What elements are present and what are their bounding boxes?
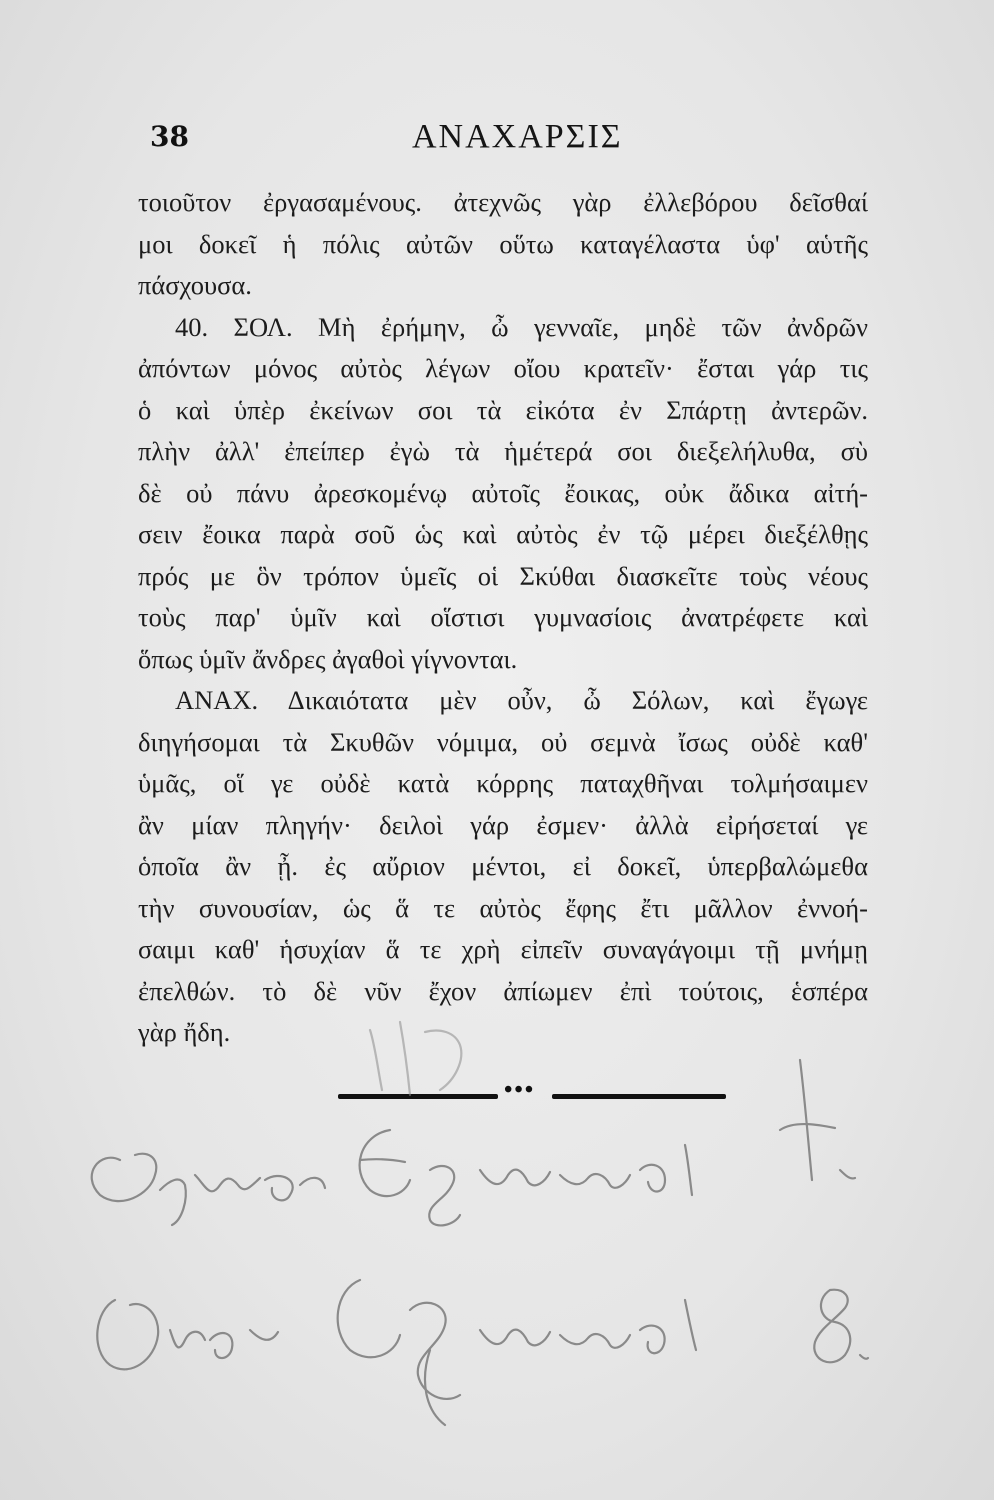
- pencil-stroke: [814, 1290, 850, 1363]
- pencil-stroke: [685, 1145, 692, 1195]
- pencil-stroke: [160, 1180, 186, 1225]
- pencil-stroke: [170, 1330, 205, 1347]
- pencil-stroke: [560, 1334, 630, 1348]
- text-line: τοιοῦτον ἐργασαμένους. ἀτεχνῶς γὰρ ἐλλεβόρου δεῖσθαί: [138, 187, 868, 217]
- text-line: πρός με ὃν τρόπον ὑμεῖς οἱ Σκύθαι διασκεῖτε τοὺς νέους: [138, 560, 868, 591]
- pencil-stroke: [92, 1154, 157, 1201]
- text-line: ἂν μίαν πληγήν· δειλοὶ γάρ ἐσμεν· ἀλλὰ εἰρήσεταί γε: [138, 809, 868, 840]
- text-line: ἐπελθών. τὸ δὲ νῦν ἔχον ἀπίωμεν ἐπὶ τούτοις, ἑσπέρα: [138, 975, 868, 1006]
- pencil-stroke: [97, 1300, 158, 1369]
- text-line: διηγήσομαι τὰ Σκυθῶν νόμιμα, οὐ σεμνὰ ἴσως οὐδὲ καθ': [138, 726, 868, 757]
- body-text: [138, 182, 868, 1054]
- pencil-annotation-icon: [60, 1010, 960, 1440]
- text-line: τὴν συνουσίαν, ὡς ἅ τε αὐτὸς ἔφης ἔτι μᾶλλον ἐννοή-: [138, 892, 868, 923]
- text-line: μοι δοκεῖ ἡ πόλις αὐτῶν οὕτω καταγέλαστα ὑφ' αὑτῆς: [138, 228, 868, 259]
- pencil-stroke: [560, 1174, 630, 1188]
- pencil-stroke: [640, 1326, 665, 1354]
- text-line: δὲ οὐ πάνυ ἀρεσκομένῳ αὐτοῖς ἔοικας, οὐκ ἄδικα αἰτή-: [138, 477, 868, 508]
- pencil-stroke: [265, 1176, 293, 1200]
- text-line: τοὺς παρ' ὑμῖν καὶ οἵστισι γυμνασίοις ἀνατρέφετε καὶ: [138, 602, 868, 632]
- text-line: σαιμι καθ' ἡσυχίαν ἅ τε χρὴ εἰπεῖν συναγάγοιμι τῇ μνήμῃ: [138, 934, 868, 964]
- text-line: ἀπόντων μόνος αὐτὸς λέγων οἴου κρατεῖν· ἔσται γάρ τις: [138, 353, 868, 383]
- pencil-stroke: [370, 1030, 382, 1090]
- pencil-stroke: [360, 1159, 405, 1162]
- pencil-stroke: [360, 1130, 410, 1196]
- pencil-stroke: [250, 1330, 278, 1340]
- pencil-stroke: [338, 1280, 400, 1357]
- text-line: ΑΝΑΧ. Δικαιότατα μὲν οὖν, ὦ Σόλων, καὶ ἔγωγε: [175, 685, 868, 715]
- divider-dots: •••: [504, 1077, 536, 1103]
- pencil-stroke: [425, 1350, 445, 1425]
- pencil-stroke: [800, 1060, 812, 1180]
- pencil-stroke: [640, 1165, 665, 1192]
- text-line: σειν ἔοικα παρὰ σοῦ ὡς καὶ αὐτὸς ἐν τῷ μέρει διεξέλθῃς: [138, 519, 868, 549]
- page-header: [150, 118, 870, 158]
- text-line: ὁποῖα ἂν ᾖ. ἐς αὔριον μέντοι, εἰ δοκεῖ, ὑπερβαλώμεθα: [138, 851, 868, 881]
- pencil-stroke: [425, 1031, 461, 1090]
- pencil-stroke: [400, 1022, 410, 1095]
- pencil-stroke: [410, 1303, 460, 1399]
- pencil-stroke: [480, 1330, 550, 1346]
- text-line: ὁ καὶ ὑπὲρ ἐκείνων σοι τὰ εἰκότα ἐν Σπάρτῃ ἀντερῶν.: [138, 394, 868, 425]
- pencil-stroke: [300, 1178, 325, 1188]
- text-line: 40. ΣΟΛ. Μὴ ἐρήμην, ὦ γενναῖε, μηδὲ τῶν ἀνδρῶν: [175, 311, 868, 342]
- pencil-stroke: [195, 1175, 260, 1191]
- text-line: γὰρ ἤδη.: [138, 1017, 231, 1047]
- text-line: ὑμᾶς, οἵ γε οὐδὲ κατὰ κόρρης παταχθῆναι τολμήσαιμεν: [138, 768, 868, 798]
- pencil-stroke: [840, 1170, 855, 1178]
- pencil-stroke: [480, 1170, 550, 1186]
- pencil-stroke: [860, 1355, 868, 1359]
- pencil-stroke: [429, 1166, 460, 1225]
- running-title: ΑΝΑΧΑΡΣΙΣ: [412, 118, 623, 155]
- pencil-stroke: [685, 1300, 696, 1350]
- page-number: 38: [150, 120, 189, 153]
- text-line: ὅπως ὑμῖν ἄνδρες ἀγαθοὶ γίγνονται.: [138, 643, 518, 674]
- text-line: πλὴν ἀλλ' ἐπείπερ ἐγὼ τὰ ἡμέτερά σοι διεξελήλυθα, σὺ: [138, 436, 868, 466]
- pencil-stroke: [210, 1333, 232, 1358]
- text-line: πάσχουσα.: [138, 270, 252, 300]
